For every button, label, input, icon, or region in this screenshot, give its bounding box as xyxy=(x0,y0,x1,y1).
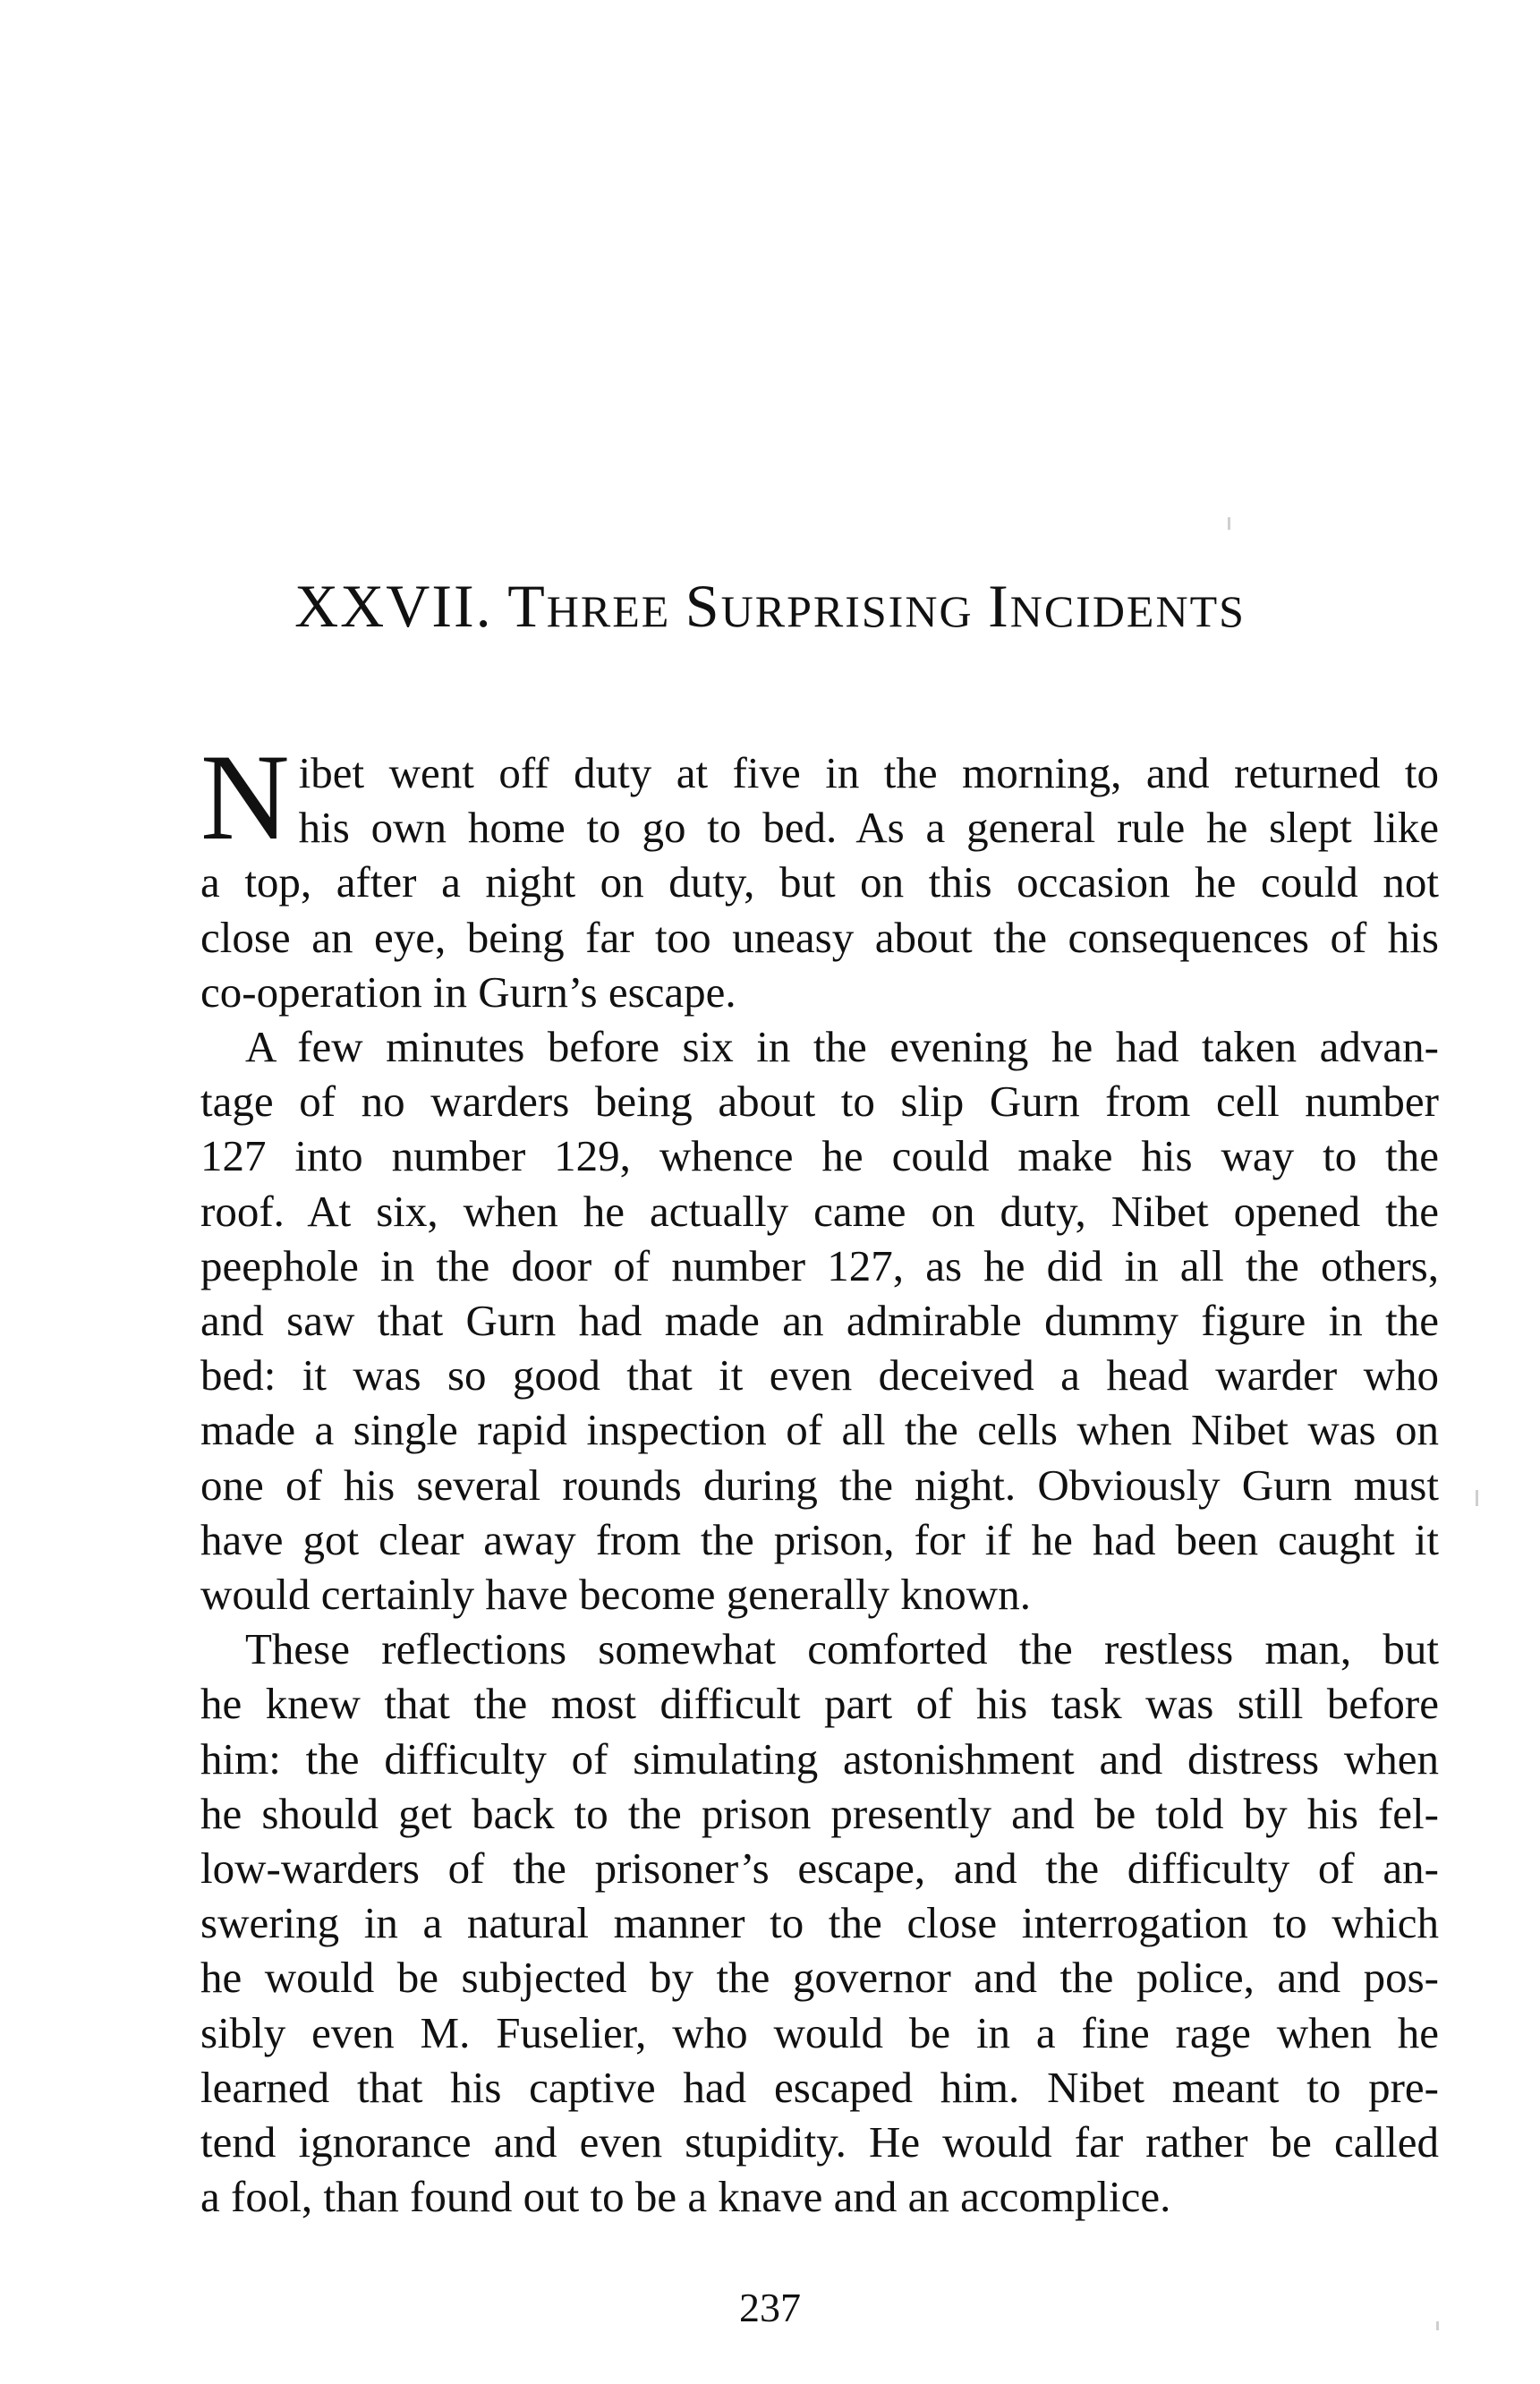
text-line: his own home to go to bed. As a general rule he slept like xyxy=(298,803,1439,853)
title-initial: I xyxy=(988,572,1010,640)
text-line: swering in a natural manner to the close interrogation to which xyxy=(200,1898,1439,1948)
paragraph-2 xyxy=(200,1019,1439,1622)
text-line: he should get back to the prison presently and be told by his fel- xyxy=(200,1788,1439,1838)
body-text xyxy=(200,728,1439,2224)
text-line: learned that his captive had escaped him. Nibet meant to pre- xyxy=(200,2062,1439,2112)
text-line: ibet went off duty at five in the morning, and returned to xyxy=(298,748,1439,797)
text-line: A few minutes before six in the evening he had taken advan- xyxy=(245,1022,1439,1072)
text-line: peephole in the door of number 127, as he did in all the others, xyxy=(200,1240,1439,1290)
text-line: 127 into number 129, whence he could make his way to the xyxy=(200,1131,1439,1181)
text-line: bed: it was so good that it even deceived a head warder who xyxy=(200,1350,1439,1401)
text-line: and saw that Gurn had made an admirable dummy figure in the xyxy=(200,1296,1439,1346)
title-rest: HREE xyxy=(546,586,671,636)
scan-speck xyxy=(1476,1490,1478,1506)
title-rest: NCIDENTS xyxy=(1009,586,1246,636)
chapter-heading xyxy=(0,571,1540,642)
text-line: made a single rapid inspection of all the cells when Nibet was on xyxy=(200,1405,1439,1455)
title-initial: T xyxy=(507,572,547,640)
scan-speck xyxy=(1228,517,1230,530)
text-line: roof. At six, when he actually came on duty, Nibet opened the xyxy=(200,1186,1439,1236)
text-line: he would be subjected by the governor and the police, and pos- xyxy=(200,1953,1439,2003)
text-line: a fool, than found out to be a knave and an accomplice. xyxy=(200,2172,1171,2222)
scan-speck xyxy=(1436,2321,1439,2330)
chapter-number: XXVII. xyxy=(294,572,493,640)
title-initial: S xyxy=(685,572,721,640)
text-line: tage of no warders being about to slip Gurn from cell number xyxy=(200,1077,1439,1127)
text-line: one of his several rounds during the night. Obviously Gurn must xyxy=(200,1460,1439,1510)
text-line: have got clear away from the prison, for if he had been caught it xyxy=(200,1514,1439,1564)
text-line: co-operation in Gurn’s escape. xyxy=(200,966,736,1017)
text-line: would certainly have become generally known. xyxy=(200,1570,1031,1620)
title-rest: URPRISING xyxy=(720,586,974,636)
text-line: tend ignorance and even stupidity. He would far rather be called xyxy=(200,2117,1439,2167)
text-line: a top, after a night on duty, but on this occasion he could not xyxy=(200,857,1439,907)
page-number: 237 xyxy=(739,2285,801,2330)
text-line: he knew that the most difficult part of his task was still before xyxy=(200,1679,1439,1729)
text-line: sibly even M. Fuselier, who would be in a fine rage when he xyxy=(200,2007,1439,2057)
text-line: These reflections somewhat comforted the restless man, but xyxy=(245,1624,1439,1674)
paragraph-1 xyxy=(200,728,1439,1019)
paragraph-3 xyxy=(200,1622,1439,2224)
drop-cap: N xyxy=(200,728,290,865)
text-line: him: the difficulty of simulating astonishment and distress when xyxy=(200,1733,1439,1784)
text-line: close an eye, being far too uneasy about the consequences of his xyxy=(200,912,1439,962)
text-line: low-warders of the prisoner’s escape, and the difficulty of an- xyxy=(200,1843,1439,1894)
